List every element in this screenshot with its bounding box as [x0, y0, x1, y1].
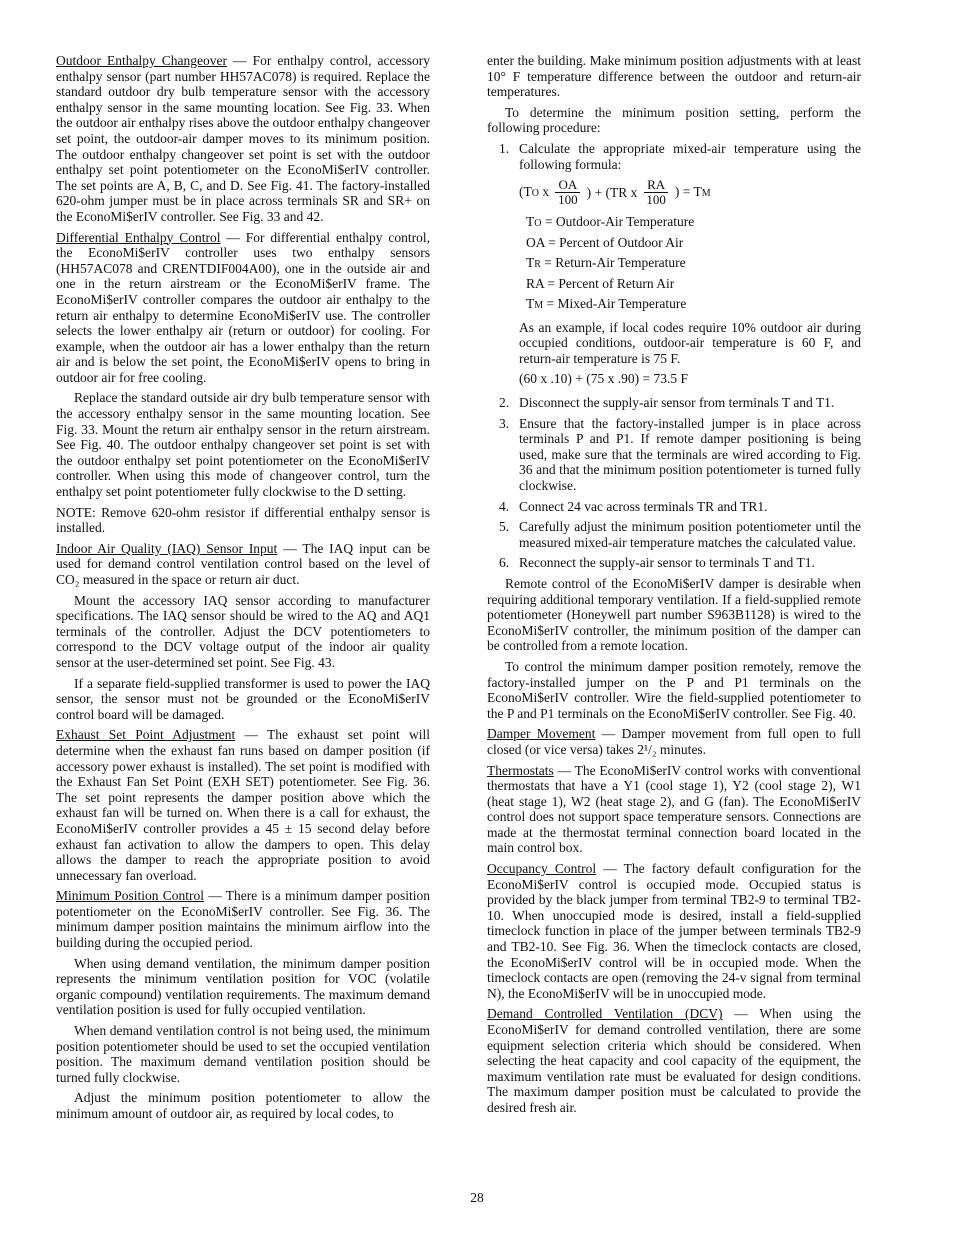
- left-column: [56, 53, 430, 1127]
- fraction-oa: $\frac{OA}{100}$: [555, 178, 581, 207]
- paragraph: enter the building. Make minimum position adjustments with at least 10° F temperature difference between the outdoor and return-air temperatures.: [487, 53, 861, 100]
- procedure-list-continued: [487, 395, 861, 571]
- paragraph: When using demand ventilation, the minimum damper position represents the minimum ventilation position for VOC (volatile organic compound) ventilation requirements. The maximum demand ventilation position is used for fully occupied ventilation.: [56, 955, 430, 1018]
- section-heading: Minimum Position Control: [56, 888, 205, 904]
- page-number: 28: [470, 1190, 484, 1205]
- example-paragraph: As an example, if local codes require 10% outdoor air during occupied conditions, outdoor-air temperature is 60 F, and return-air temperature is 75 F.: [519, 319, 861, 366]
- occupancy-paragraph: Occupancy Control — The factory default configuration for the EconoMi$erIV control is occupied mode. Occupied status is provided by the black jumper from terminal TB2-9 to terminal TB2-10. When unoccupied mode is desired, install a field-supplied timeclock function in place of the jumper between terminals TB2-9 and TB2-10. See Fig. 36. When the timeclock contacts are closed, the EconoMi$erIV control will be in occupied mode. When the timeclock contacts are open (removing the 24-v signal from terminal N), the EconoMi$erIV will be in unoccupied mode.: [487, 861, 861, 1001]
- section-heading: Thermostats: [487, 762, 554, 778]
- list-item: 3. Ensure that the factory-installed jumper is in place across terminals P and P1. If remote damper positioning is being used, make sure that the terminals are wired according to Fig. 36 and that the minimum position potentiometer is turned fully clockwise.: [499, 415, 861, 493]
- definition-item: RA = Percent of Return Air: [526, 275, 675, 291]
- definition-item: TM = Mixed-Air Temperature: [526, 296, 687, 312]
- paragraph: Remote control of the EconoMi$erIV damper is desirable when requiring additional temporary ventilation. If a field-supplied remote potentiometer (Honeywell part number S963B1128) is wired to the EconoMi$erIV controller, the minimum position of the damper can be controlled from a remote location.: [487, 575, 861, 654]
- exhaust-paragraph: Exhaust Set Point Adjustment — The exhaust set point will determine when the exhaust fan runs based on damper position (if accessory power exhaust is installed). The set point is modified with the Exhaust Fan Set Point (EXH SET) potentiometer. See Fig. 36. The set point represents the damper position above which the exhaust fan will be turned on. When there is a call for exhaust, the EconoMi$erIV controller provides a 45 ± 15 second delay before exhaust fan activation to allow the dampers to open. This delay allows the damper to reach the appropriate position to avoid unnecessary fan overload.: [56, 727, 430, 883]
- list-item: 6. Reconnect the supply-air sensor to terminals T and T1.: [499, 555, 815, 571]
- example-calculation: (60 x .10) + (75 x .90) = 73.5 F: [519, 371, 688, 387]
- section-heading: Exhaust Set Point Adjustment: [56, 727, 236, 743]
- mixed-air-formula: (TO x $\frac{OA}{100}$ ) + (TR x $\frac{RA}{100}$ ) = TM: [519, 177, 711, 208]
- definition-item: TR = Return-Air Temperature: [526, 255, 686, 271]
- section-heading: Differential Enthalpy Control: [56, 229, 221, 245]
- section-heading: Outdoor Enthalpy Changeover: [56, 53, 228, 68]
- section-heading: Occupancy Control: [487, 861, 597, 877]
- list-item: 1. Calculate the appropriate mixed-air temperature using the following formula:: [499, 140, 861, 172]
- paragraph: If a separate field-supplied transformer is used to power the IAQ sensor, the sensor must not be grounded or the EconoMi$erIV control board will be damaged.: [56, 675, 430, 722]
- paragraph: Replace the standard outside air dry bulb temperature sensor with the accessory enthalpy sensor in the same mounting location. See Fig. 33. Mount the return air enthalpy sensor in the return airstream. See Fig. 40. The outdoor enthalpy changeover set point is set with the outdoor enthalpy set point potentiometer on the EconoMi$erIV controller. When using this mode of changeover control, turn the enthalpy set point potentiometer fully clockwise to the D setting.: [56, 390, 430, 500]
- right-column: [487, 53, 861, 1121]
- formula-definitions: [526, 213, 861, 316]
- damper-movement-paragraph: Damper Movement — Damper movement from full open to full closed (or vice versa) takes 2¹/₂ minutes.: [487, 726, 861, 757]
- section-heading: Damper Movement: [487, 726, 596, 742]
- differential-enthalpy-paragraph: Differential Enthalpy Control — For differential enthalpy control, the EconoMi$erIV controller uses two enthalpy sensors (HH57AC078 and CRENTDIF004A00), one in the outside air and one in the return airstream or the EconoMi$erIV frame. The EconoMi$erIV controller compares the outdoor air enthalpy to the return air enthalpy to determine EconoMi$erIV use. The controller selects the lower enthalpy air (return or outdoor) for cooling. For example, when the outdoor air has a lower enthalpy than the return air and is below the set point, the EconoMi$erIV opens to bring in outdoor air for free cooling.: [56, 229, 431, 385]
- thermostats-paragraph: Thermostats — The EconoMi$erIV control works with conventional thermostats that have a Y1 (cool stage 1), Y2 (cool stage 2), W1 (heat stage 1), W2 (heat stage 2), and G (fan). The EconoMi$erIV control does not support space temperature sensors. Connections are made at the thermostat terminal connection board located in the main control box.: [487, 762, 861, 856]
- dcv-paragraph: Demand Controlled Ventilation (DCV) — When using the EconoMi$erIV for demand controlled ventilation, there are some equipment selection criteria which should be considered. When selecting the heat capacity and cool capacity of the equipment, the maximum ventilation rate must be evaluated for design conditions. The maximum damper position must be calculated to provide the desired fresh air.: [487, 1006, 861, 1115]
- minimum-position-paragraph: Minimum Position Control — There is a minimum damper position potentiometer on the EconoMi$erIV controller. See Fig. 36. The minimum damper position maintains the minimum airflow into the building during the occupied period.: [56, 888, 430, 951]
- definition-item: OA = Percent of Outdoor Air: [526, 234, 684, 250]
- paragraph: To determine the minimum position setting, perform the following procedure:: [487, 104, 861, 136]
- paragraph: Mount the accessory IAQ sensor according to manufacturer specifications. The IAQ sensor should be wired to the AQ and AQ1 terminals of the controller. Adjust the DCV potentiometers to correspond to the DCV voltage output of the indoor air quality sensor at the user-determined set point. See Fig. 43.: [56, 592, 430, 670]
- list-item: 4. Connect 24 vac across terminals TR and TR1.: [499, 498, 768, 514]
- list-item: 2. Disconnect the supply-air sensor from terminals T and T1.: [499, 395, 835, 411]
- fraction-ra: $\frac{RA}{100}$: [643, 178, 669, 207]
- section-heading: Demand Controlled Ventilation (DCV): [487, 1006, 723, 1022]
- section-heading: Indoor Air Quality (IAQ) Sensor Input: [56, 540, 278, 556]
- iaq-paragraph: Indoor Air Quality (IAQ) Sensor Input — The IAQ input can be used for demand control ventilation control based on the level of CO₂ measured in the space or return air duct.: [56, 540, 431, 587]
- outdoor-enthalpy-paragraph: Outdoor Enthalpy Changeover — For enthalpy control, accessory enthalpy sensor (part number HH57AC078) is required. Replace the standard outdoor dry bulb temperature sensor with the accessory enthalpy sensor in the same mounting location. See Fig. 33. When the outdoor air enthalpy rises above the outdoor enthalpy changeover set point, the outdoor-air damper moves to its minimum position. The outdoor enthalpy changeover set point is set with the outdoor enthalpy set point potentiometer on the EconoMi$erIV controller. The set points are A, B, C, and D. See Fig. 41. The factory-installed 620-ohm jumper must be in place across terminals SR and SR+ on the EconoMi$erIV controller. See Fig. 33 and 42.: [56, 53, 431, 224]
- list-item: 5. Carefully adjust the minimum position potentiometer until the measured mixed-air temperature matches the calculated value.: [499, 519, 861, 550]
- note-paragraph: NOTE: Remove 620-ohm resistor if differential enthalpy sensor is installed.: [56, 504, 430, 536]
- procedure-list: [487, 141, 861, 172]
- paragraph: To control the minimum damper position remotely, remove the factory-installed jumper on the P and P1 terminals on the EconoMi$erIV controller. Wire the field-supplied potentiometer to the P and P1 terminals on the EconoMi$erIV controller. See Fig. 40.: [487, 658, 861, 721]
- definition-item: TO = Outdoor-Air Temperature: [526, 214, 695, 230]
- paragraph: When demand ventilation control is not being used, the minimum position potentiometer should be used to set the occupied ventilation position. The maximum demand ventilation position should be turned fully clockwise.: [56, 1023, 430, 1085]
- paragraph: Adjust the minimum position potentiometer to allow the minimum amount of outdoor air, as required by local codes, to: [56, 1090, 430, 1121]
